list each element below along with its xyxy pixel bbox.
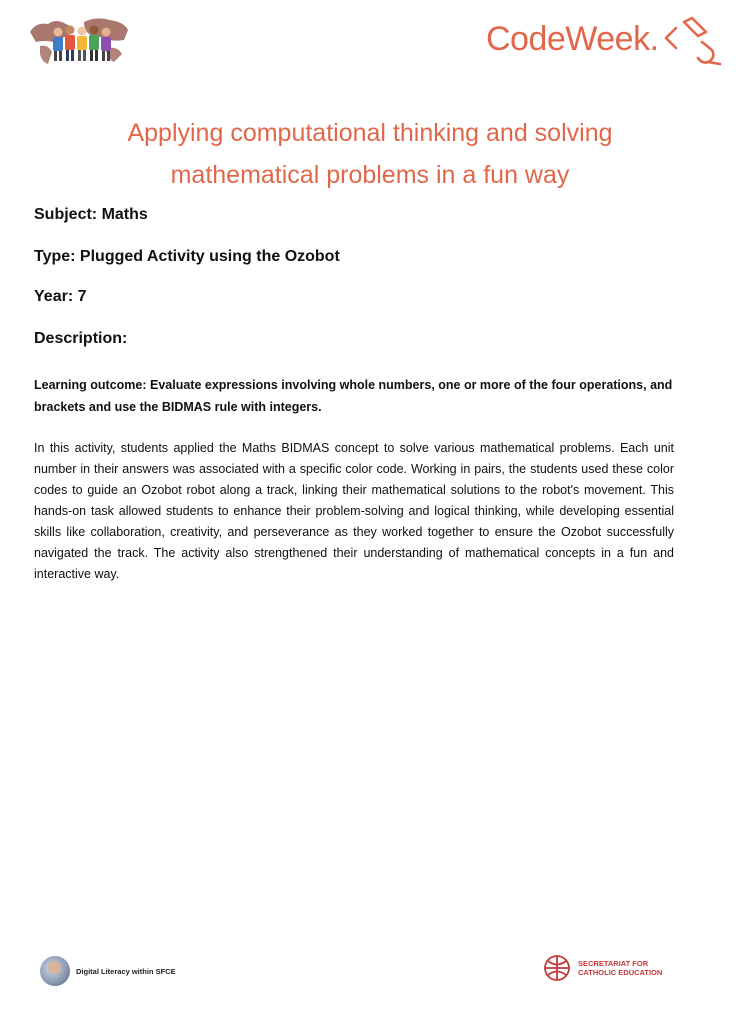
title-line-1: Applying computational thinking and solving	[127, 119, 613, 147]
footer-right-label	[578, 959, 662, 977]
footer-secretariat	[542, 951, 662, 985]
codeweek-wordmark: CodeWeek.	[486, 20, 659, 58]
description-heading: Description:	[34, 330, 128, 347]
footer-digital-literacy	[40, 955, 176, 987]
secretariat-line-2: CATHOLIC EDUCATION	[578, 968, 663, 977]
footer-left-label: Digital Literacy within SFCE	[76, 966, 176, 976]
secretariat-seal-icon	[542, 953, 572, 983]
activity-description: In this activity, students applied the Maths BIDMAS concept to solve various mathematical problems. Each unit number in their answers was associated with a specific color code. Working in pairs, the students used these color codes to guide an Ozobot robot along a track, linking their mathematical solutions to the robot's movement. This hands-on task allowed students to enhance their problem-solving and logical thinking, while developing essential skills like collaboration, creativity, and perseverance as they worked together to ensure the Ozobot successfully navigated the track. The activity also strengthened their understanding of mathematical concepts in a fun and interactive way.	[34, 441, 674, 581]
year-field: Year: 7	[34, 288, 87, 305]
learning-outcome: Learning outcome: Evaluate expressions involving whole numbers, one or more of the four operations, and brackets and use the BIDMAS rule with integers.	[34, 378, 673, 414]
kids-world-map-logo	[26, 12, 132, 68]
secretariat-line-1: SECRETARIAT FOR	[578, 959, 649, 968]
codeweek-bracket-icon	[662, 14, 726, 70]
title-line-2: mathematical problems in a fun way	[170, 161, 570, 189]
page-title	[40, 112, 700, 196]
digital-literacy-logo	[40, 956, 70, 986]
codeweek-logo	[486, 14, 726, 70]
subject-field: Subject: Maths	[34, 206, 148, 223]
type-field: Type: Plugged Activity using the Ozobot	[34, 248, 340, 265]
